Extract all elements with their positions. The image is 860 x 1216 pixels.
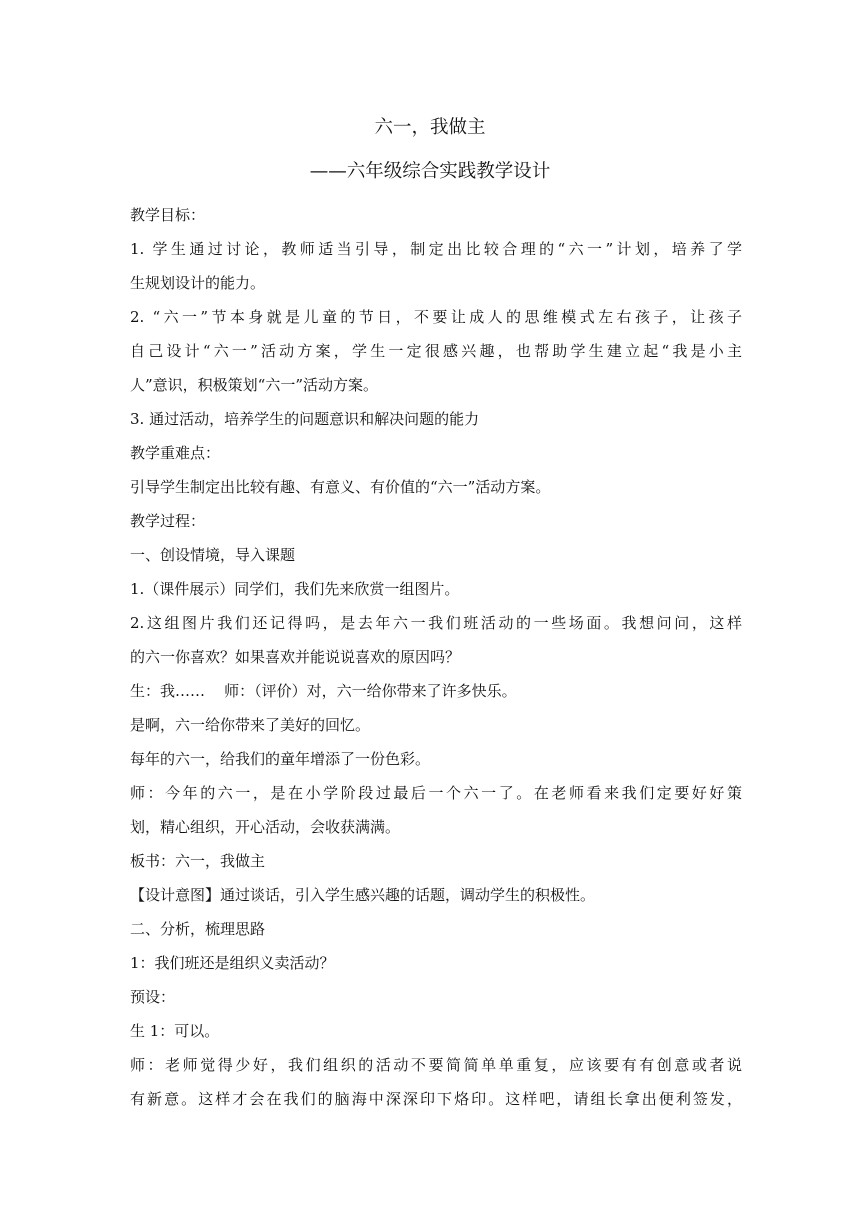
section-heading: 二、分析，梳理思路: [130, 920, 266, 938]
paragraph-line: 预设：: [130, 988, 176, 1006]
paragraph-line: 生 1：可以。: [130, 1022, 220, 1040]
section-heading: 教学目标：: [130, 206, 206, 224]
document-subtitle: ——六年级综合实践教学设计: [309, 161, 551, 182]
paragraph-line: 有新意。这样才会在我们的脑海中深深印下烙印。这样吧，请组长拿出便利签发，: [130, 1090, 742, 1108]
paragraph-line: 是啊，六一给你带来了美好的回忆。: [130, 716, 371, 734]
paragraph-line: 2.这组图片我们还记得吗，是去年六一我们班活动的一些场面。我想问问，这样: [130, 614, 742, 632]
document-title: 六一，我做主: [374, 117, 486, 138]
paragraph-line: 每年的六一，给我们的童年增添了一份色彩。: [130, 750, 431, 768]
section-heading: 一、创设情境，导入课题: [130, 546, 296, 564]
paragraph-line: 引导学生制定出比较有趣、有意义、有价值的“六一”活动方案。: [130, 478, 551, 496]
paragraph-line: 2. “六一”节本身就是儿童的节日，不要让成人的思维模式左右孩子，让孩子: [130, 308, 742, 326]
paragraph-line: 生规划设计的能力。: [130, 274, 266, 292]
paragraph-line: 的六一你喜欢？如果喜欢并能说说喜欢的原因吗？: [130, 648, 461, 666]
paragraph-line: 自己设计“六一”活动方案，学生一定很感兴趣，也帮助学生建立起“我是小主: [130, 342, 742, 360]
section-heading: 教学过程：: [130, 512, 206, 530]
paragraph-line: 人”意识，积极策划“六一”活动方案。: [130, 376, 379, 394]
dialogue-line: 生：我…… 师：（评价）对，六一给你带来了许多快乐。: [130, 682, 517, 700]
paragraph-line: 1. 学生通过讨论，教师适当引导，制定出比较合理的“六一”计划，培养了学: [130, 240, 742, 258]
paragraph-line: 板书：六一，我做主: [130, 852, 266, 870]
paragraph-line: 【设计意图】通过谈话，引入学生感兴趣的话题，调动学生的积极性。: [130, 886, 596, 904]
section-heading: 教学重难点：: [130, 444, 221, 462]
paragraph-line: 3. 通过活动，培养学生的问题意识和解决问题的能力: [130, 410, 480, 428]
paragraph-line: 1.（课件展示）同学们，我们先来欣赏一组图片。: [130, 580, 460, 598]
document-body: [130, 198, 742, 1116]
paragraph-line: 1：我们班还是组织义卖活动？: [130, 954, 335, 972]
paragraph-line: 划，精心组织，开心活动，会收获满满。: [130, 818, 401, 836]
paragraph-line: 师：老师觉得少好，我们组织的活动不要简简单单重复，应该要有有创意或者说: [130, 1056, 742, 1074]
paragraph-line: 师：今年的六一，是在小学阶段过最后一个六一了。在老师看来我们定要好好策: [130, 784, 742, 802]
